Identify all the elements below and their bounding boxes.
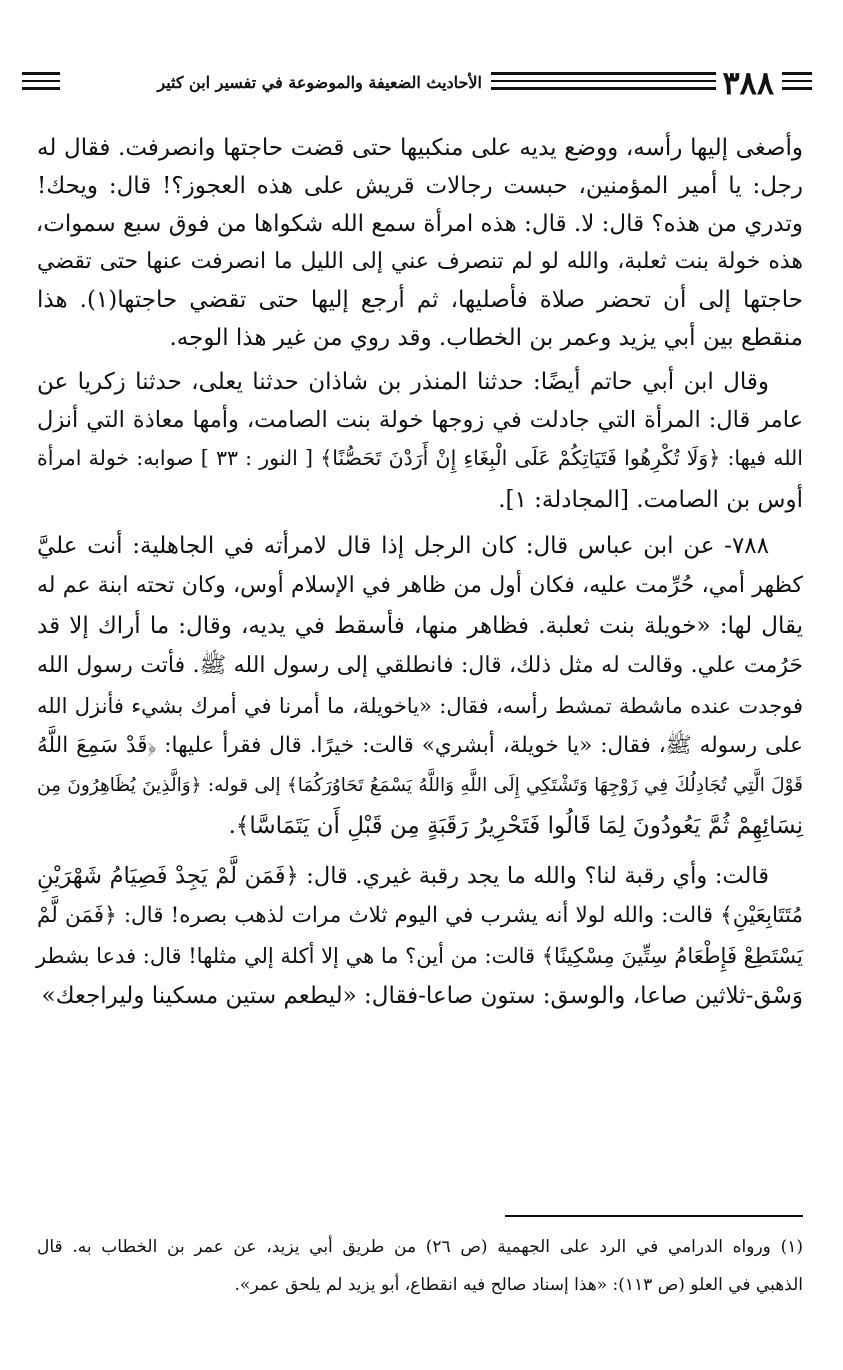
header-rule-right-1 <box>782 72 812 75</box>
text-line: هذه خولة بنت ثعلبة، والله لو لم تنصرف عني إلى الليل ما انصرفت عنها حتى تقضي <box>37 249 803 274</box>
header-rule-middle-3 <box>491 87 716 90</box>
header-rule-middle-1 <box>491 72 716 75</box>
text-line: رجل: يا أمير المؤمنين، حبست رجالات قريش على هذه العجوز؟! قال: ويحك! <box>37 173 803 199</box>
text-line: نِسَائِهِمْ ثُمَّ يَعُودُونَ لِمَا قَالُوا فَتَحْرِيرُ رَقَبَةٍ مِن قَبْلِ أَن يَتَمَاسَّا﴾. <box>228 813 803 839</box>
text-line: منقطع بين أبي يزيد وعمر بن الخطاب. وقد روي من غير هذا الوجه. <box>169 325 803 351</box>
text-line: قَوْلَ الَّتِي تُجَادِلُكَ فِي زَوْجِهَا وَتَشْتَكِي إِلَى اللَّهِ وَاللَّهُ يَسْمَعُ تَحَاوُرَكُمَا﴾ إلى قوله: ﴿وَالَّذِينَ يُظَاهِرُونَ مِن <box>37 775 803 796</box>
text-line: وأصغى إليها رأسه، ووضع يديه على منكبيها حتى قضت حاجتها وانصرفت. فقال له <box>37 135 803 161</box>
running-title: الأحاديث الضعيفة والموضوعة في تفسير ابن كثير <box>157 73 482 92</box>
text-line: فوجدت عنده ماشطة تمشط رأسه، فقال: «ياخويلة، ما أمرنا في أمرك بشيء فأنزل الله <box>37 694 803 718</box>
footnote-line: الذهبي في العلو (ص ١١٣): «هذا إسناد صالح فيه انقطاع، أبو يزيد لم يلحق عمر». <box>234 1275 803 1295</box>
text-line: مُتَتَابِعَيْنِ﴾ قالت: والله لولا أنه يشرب في اليوم ثلاث مرات لذهب بصره! قال: ﴿فَمَن لَّمْ <box>37 903 803 928</box>
text-line: كظهر أمي، حُرِّمت عليه، فكان أول من ظاهر في الإسلام أوس، وكان تحته ابنة عم له <box>37 573 803 598</box>
header-rule-middle-2 <box>491 80 716 82</box>
page-header <box>22 58 812 108</box>
text-line: حَرُمت علي. وقالت له مثل ذلك، قال: فانطلقي إلى رسول الله ﷺ. فأتت رسول الله <box>37 653 803 678</box>
text-line: قالت: وأي رقبة لنا؟ والله ما يجد رقبة غيري. قال: ﴿فَمَن لَّمْ يَجِدْ فَصِيَامُ شَهْرَيْنِ <box>37 863 769 889</box>
text-line: وَسْق-ثلاثين صاعا، والوسق: ستون صاعا-فقال: «ليطعم ستين مسكينا وليراجعك» <box>41 983 803 1009</box>
page-number: ٣٨٨ <box>722 64 774 102</box>
text-line: حاجتها إلى أن تحضر صلاة فأصليها، ثم أرجع إليها حتى تقضي حاجتها(١). هذا <box>37 287 803 313</box>
header-rule-right-3 <box>782 87 812 90</box>
header-rule-left-3 <box>22 87 60 90</box>
text-line: وتدري من هذه؟ قال: لا. قال: هذه امرأة سمع الله شكواها من فوق سبع سموات، <box>35 211 803 237</box>
header-rule-right-2 <box>782 80 812 82</box>
header-rule-left-2 <box>22 80 60 82</box>
text-line: على رسوله ﷺ، فقال: «يا خويلة، أبشري» قالت: خيرًا. قال فقرأ عليها: ﴿قَدْ سَمِعَ اللَّهُ <box>37 733 803 758</box>
header-rule-left-1 <box>22 72 60 75</box>
text-line: الله فيها: ﴿وَلَا تُكْرِهُوا فَتَيَاتِكُمْ عَلَى الْبِغَاءِ إِنْ أَرَدْنَ تَحَصُّنًا﴾ [ النور : ٣٣ ] صوابه: خولة امرأة <box>37 446 803 470</box>
text-line: أوس بن الصامت. [المجادلة: ١]. <box>498 487 803 513</box>
text-line: يَسْتَطِعْ فَإِطْعَامُ سِتِّينَ مِسْكِينًا﴾ قالت: من أين؟ ما هي إلا أكلة إلي مثلها! قال: فدعا بشطر <box>36 944 803 968</box>
footnote-separator <box>505 1215 803 1217</box>
text-line: ٧٨٨- عن ابن عباس قال: كان الرجل إذا قال لامرأته في الجاهلية: أنت عليَّ <box>37 533 769 559</box>
text-line: عامر قال: المرأة التي جادلت في زوجها خولة بنت الصامت، وأمها معاذة التي أنزل <box>37 407 803 433</box>
text-line: يقال لها: «خويلة بنت ثعلبة. فظاهر منها، فأسقط في يديه، وقال: ما أراك إلا قد <box>37 613 803 639</box>
footnote-line: (١) ورواه الدرامي في الرد على الجهمية (ص ٢٦) من طريق أبي يزيد، عن عمر بن الخطاب به. قال <box>37 1237 804 1257</box>
text-line: وقال ابن أبي حاتم أيضًا: حدثنا المنذر بن شاذان حدثنا يعلى، حدثنا زكريا عن <box>37 369 769 395</box>
